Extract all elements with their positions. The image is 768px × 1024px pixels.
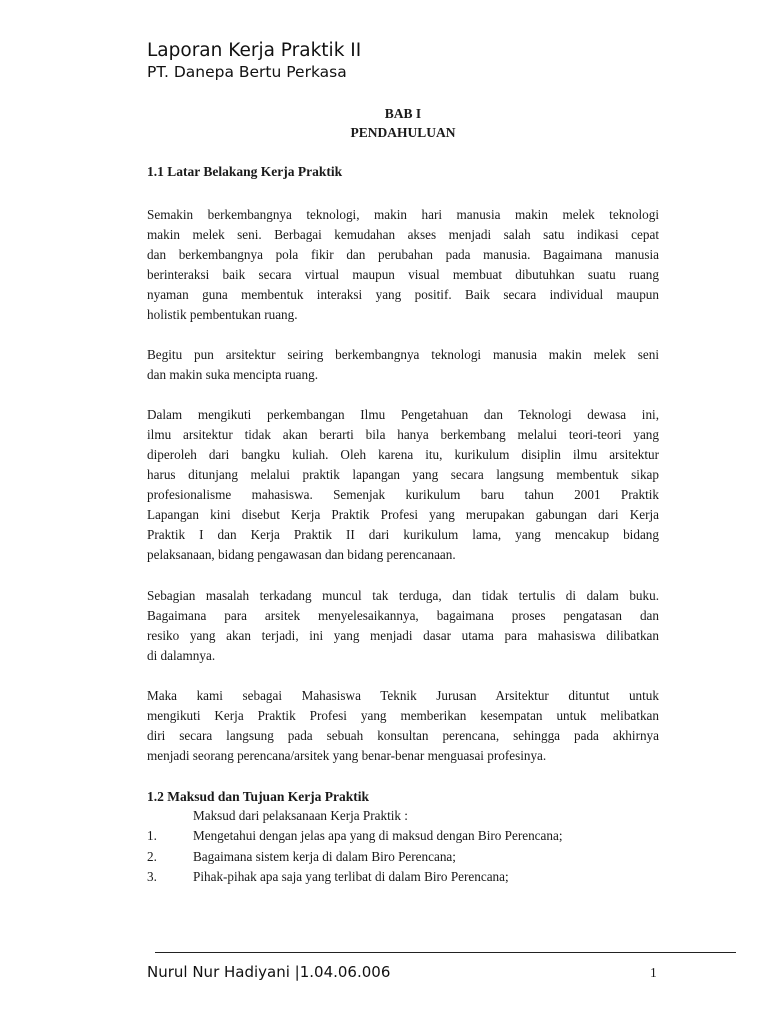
- paragraph-line: holistik pembentukan ruang.: [147, 307, 298, 322]
- paragraph-line: mengikuti Kerja Praktik Profesi yang memberikan kesempatan untuk melibatkan: [147, 708, 659, 723]
- paragraph-line: berinteraksi baik secara virtual maupun visual membuat dibutuhkan suatu ruang: [147, 267, 659, 282]
- list-text: Pihak-pihak apa saja yang terlibat di dalam Biro Perencana;: [193, 869, 509, 884]
- paragraph-4: [147, 586, 659, 666]
- paragraph-line: Praktik I dan Kerja Praktik II dari kurikulum lama, yang mencakup bidang: [147, 527, 659, 542]
- chapter-title: PENDAHULUAN: [350, 125, 456, 140]
- paragraph-line: Lapangan kini disebut Kerja Praktik Profesi yang merupakan gabungan dari Kerja: [147, 507, 659, 522]
- paragraph-line: diri secara langsung pada sebuah konsultan perencana, sehingga pada akhirnya: [147, 728, 659, 743]
- section-heading-1-1: 1.1 Latar Belakang Kerja Praktik: [147, 164, 343, 179]
- list-number: 3.: [147, 869, 157, 884]
- paragraph-2: [147, 345, 659, 385]
- paragraph-line: menjadi seorang perencana/arsitek yang benar-benar menguasai profesinya.: [147, 748, 547, 763]
- list-number: 2.: [147, 849, 157, 864]
- list-text: Bagaimana sistem kerja di dalam Biro Perencana;: [193, 849, 456, 864]
- paragraph-line: Maka kami sebagai Mahasiswa Teknik Jurusan Arsitektur dituntut untuk: [147, 688, 659, 703]
- company-name: PT. Danepa Bertu Perkasa: [147, 63, 347, 81]
- section-intro: Maksud dari pelaksanaan Kerja Praktik :: [193, 808, 408, 823]
- paragraph-line: dan berkembangnya pola fikir dan perubahan pada manusia. Bagaimana manusia: [147, 247, 659, 262]
- paragraph-line: harus ditunjang melalui praktik lapangan yang secara langsung membentuk sikap: [147, 467, 659, 482]
- paragraph-line: Dalam mengikuti perkembangan Ilmu Pengetahuan dan Teknologi dewasa ini,: [147, 407, 659, 422]
- page-number: 1: [650, 965, 657, 980]
- footer-author: Nurul Nur Hadiyani |1.04.06.006: [147, 963, 391, 981]
- paragraph-line: Semakin berkembangnya teknologi, makin hari manusia makin melek teknologi: [147, 207, 659, 222]
- paragraph-line: Begitu pun arsitektur seiring berkembangnya teknologi manusia makin melek seni: [147, 347, 659, 362]
- paragraph-3: [147, 405, 659, 565]
- paragraph-line: Sebagian masalah terkadang muncul tak terduga, dan tidak tertulis di dalam buku.: [147, 588, 659, 603]
- paragraph-line: Bagaimana para arsitek menyelesaikannya, bagaimana proses pengatasan dan: [147, 608, 659, 623]
- footer-divider: [155, 952, 736, 953]
- section-heading-1-2: 1.2 Maksud dan Tujuan Kerja Praktik: [147, 789, 370, 804]
- paragraph-line: ilmu arsitektur tidak akan berarti bila hanya berkembang melalui teori-teori yang: [147, 427, 659, 442]
- paragraph-line: nyaman guna membentuk interaksi yang positif. Baik secara individual maupun: [147, 287, 659, 302]
- paragraph-line: pelaksanaan, bidang pengawasan dan bidang perencanaan.: [147, 547, 456, 562]
- paragraph-5: [147, 686, 659, 766]
- paragraph-line: diperoleh dari bangku kuliah. Oleh karena itu, kurikulum disiplin ilmu arsitektur: [147, 447, 659, 462]
- report-title: Laporan Kerja Praktik II: [147, 40, 362, 61]
- paragraph-line: dan makin suka mencipta ruang.: [147, 367, 319, 382]
- chapter-number: BAB I: [384, 106, 422, 121]
- paragraph-line: resiko yang akan terjadi, ini yang menjadi dasar utama para mahasiswa dilibatkan: [147, 628, 659, 643]
- list-number: 1.: [147, 828, 157, 843]
- paragraph-1: [147, 205, 659, 325]
- paragraph-line: profesionalisme mahasiswa. Semenjak kurikulum baru tahun 2001 Praktik: [147, 487, 659, 502]
- list-text: Mengetahui dengan jelas apa yang di maksud dengan Biro Perencana;: [193, 828, 563, 843]
- paragraph-line: di dalamnya.: [147, 648, 216, 663]
- paragraph-line: makin melek seni. Berbagai kemudahan akses menjadi salah satu indikasi cepat: [147, 227, 659, 242]
